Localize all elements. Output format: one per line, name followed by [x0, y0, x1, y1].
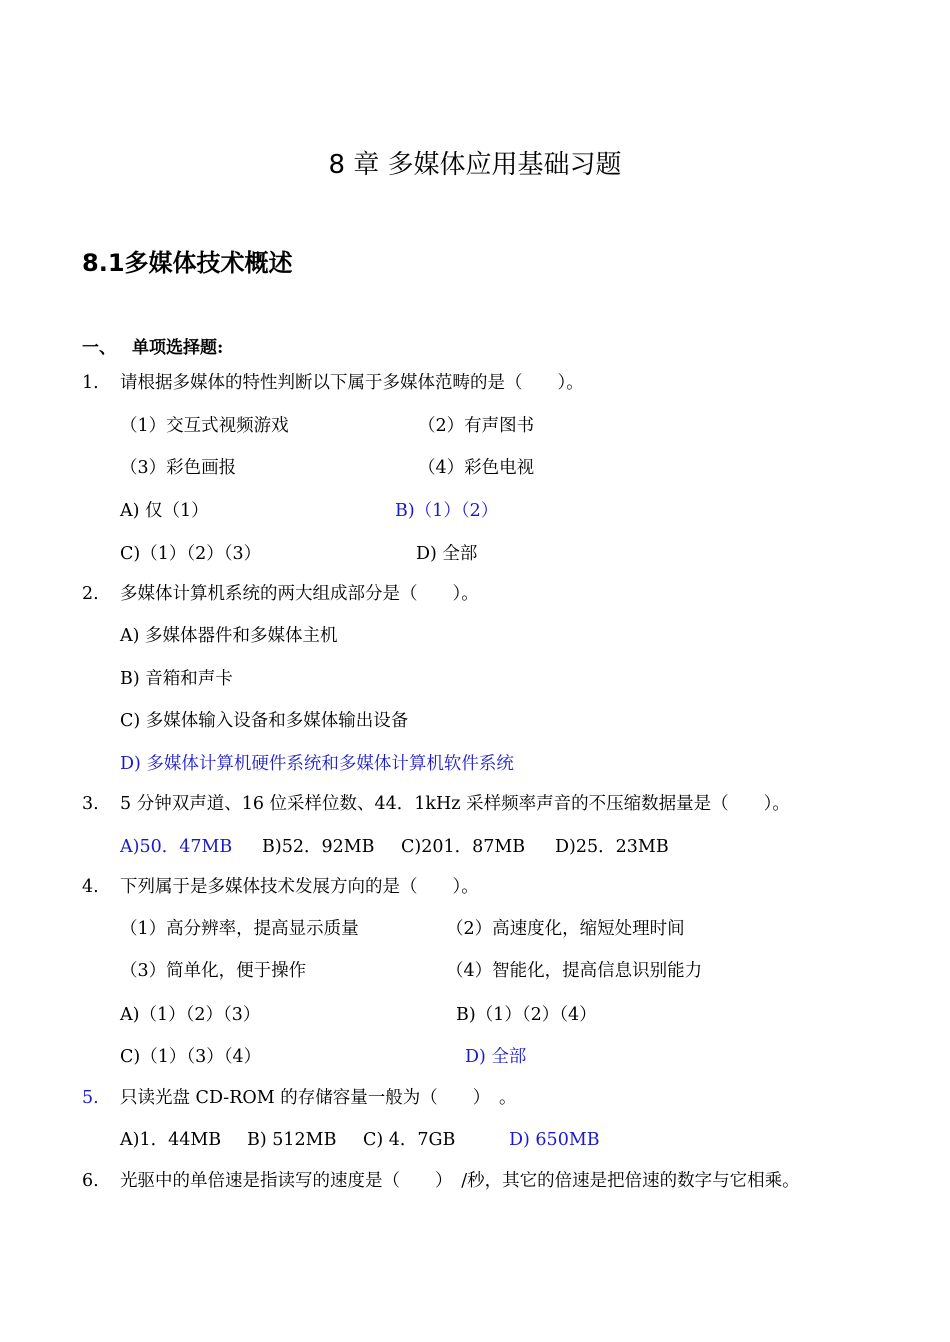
part-number: 一、 [82, 338, 116, 358]
q3-option-a: A)50．47MB [120, 837, 233, 857]
q3-option-c: C)201．87MB [401, 837, 526, 857]
q1-item-2: （2）有声图书 [418, 416, 535, 436]
q3-number: 3. [82, 794, 99, 814]
section-title: 8.1多媒体技术概述 [82, 249, 293, 277]
q5-option-b: B) 512MB [247, 1130, 337, 1150]
q5-option-a: A)1．44MB [120, 1130, 222, 1150]
part-label: 单项选择题: [132, 338, 224, 358]
q2-option-a: A) 多媒体器件和多媒体主机 [120, 626, 338, 646]
q6-number: 6. [82, 1171, 99, 1191]
q3-option-b: B)52．92MB [262, 837, 375, 857]
q4-stem: 下列属于是多媒体技术发展方向的是（ ）。 [120, 877, 479, 897]
q3-option-d: D)25．23MB [555, 837, 669, 857]
q4-option-d: D) 全部 [465, 1047, 527, 1067]
q3-stem: 5 分钟双声道、16 位采样位数、44．1kHz 采样频率声音的不压缩数据量是（ ）。 [120, 794, 790, 814]
chapter-title: 8 章 多媒体应用基础习题 [328, 150, 622, 180]
q4-number: 4. [82, 877, 99, 897]
q2-option-d: D) 多媒体计算机硬件系统和多媒体计算机软件系统 [120, 754, 514, 774]
q5-option-d: D) 650MB [509, 1130, 600, 1150]
q2-stem: 多媒体计算机系统的两大组成部分是（ ）。 [120, 584, 479, 604]
q4-item-3: （3）简单化，便于操作 [120, 961, 307, 981]
q5-number: 5. [82, 1088, 99, 1108]
q4-option-a: A)（1）（2）（3） [120, 1005, 261, 1025]
q4-option-b: B)（1）（2）（4） [456, 1005, 597, 1025]
q4-option-c: C)（1）（3）（4） [120, 1047, 262, 1067]
q1-item-4: （4）彩色电视 [418, 458, 535, 478]
q1-option-c: C)（1）（2）（3） [120, 544, 262, 564]
q4-item-2: （2）高速度化，缩短处理时间 [446, 919, 685, 939]
q1-option-d: D) 全部 [416, 544, 478, 564]
q1-item-3: （3）彩色画报 [120, 458, 237, 478]
q1-option-b: B)（1）（2） [395, 501, 499, 521]
q2-option-b: B) 音箱和声卡 [120, 669, 233, 689]
q1-number: 1. [82, 373, 99, 393]
q5-stem: 只读光盘 CD-ROM 的存储容量一般为（ ） 。 [120, 1088, 517, 1108]
q1-item-1: （1）交互式视频游戏 [120, 416, 289, 436]
q2-number: 2. [82, 584, 99, 604]
q4-item-4: （4）智能化，提高信息识别能力 [446, 961, 703, 981]
q4-item-1: （1）高分辨率，提高显示质量 [120, 919, 359, 939]
q2-option-c: C) 多媒体输入设备和多媒体输出设备 [120, 711, 409, 731]
q1-option-a: A) 仅（1） [120, 501, 209, 521]
q5-option-c: C) 4．7GB [363, 1130, 456, 1150]
q1-stem: 请根据多媒体的特性判断以下属于多媒体范畴的是（ ）。 [120, 373, 584, 393]
q6-stem: 光驱中的单倍速是指读写的速度是（ ） /秒，其它的倍速是把倍速的数字与它相乘。 [120, 1171, 800, 1191]
